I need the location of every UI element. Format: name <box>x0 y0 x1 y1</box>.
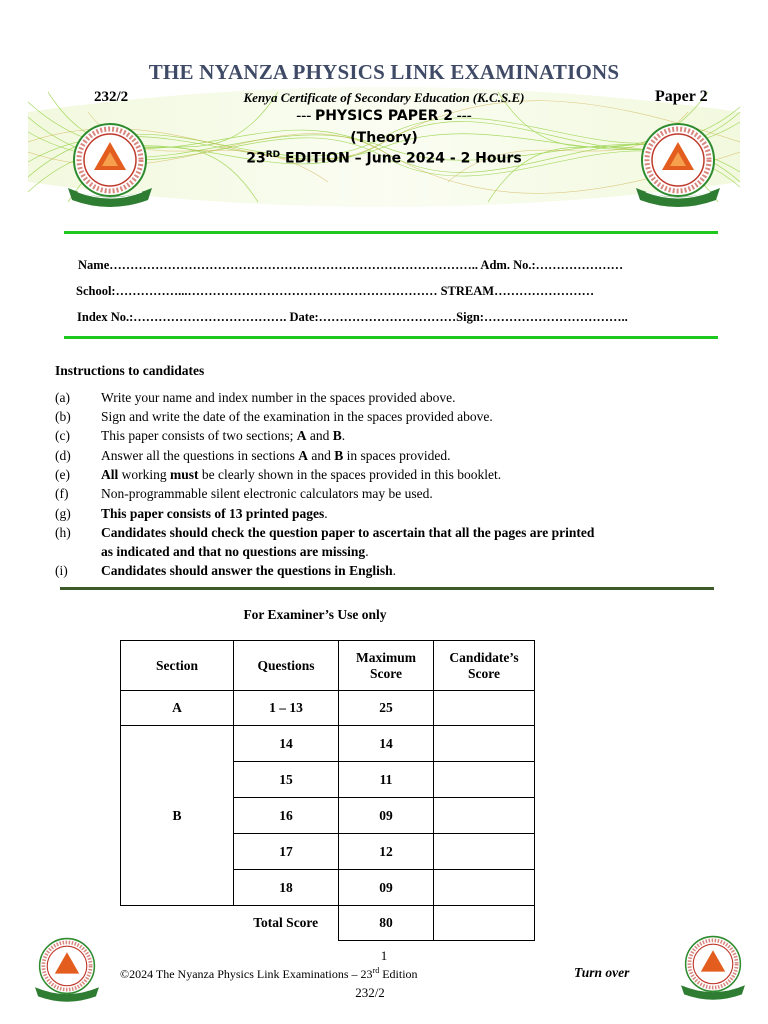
instruction-text: Answer all the questions in sections A and B in spaces provided. <box>101 448 451 463</box>
candidate-score-cell[interactable] <box>434 762 535 798</box>
instruction-label: (i) <box>55 563 68 578</box>
instruction-label: (b) <box>55 409 71 424</box>
section-cell: A <box>121 691 234 726</box>
paper-theory: (Theory) <box>350 130 418 146</box>
questions-cell: 15 <box>234 762 339 798</box>
school-stream-line[interactable]: School:……………...…………………………………………………… STREAM…………………… <box>76 284 595 298</box>
left-logo-seal-icon <box>64 118 156 210</box>
footer-paper-code: 232/2 <box>355 985 385 1000</box>
questions-cell: 16 <box>234 798 339 834</box>
max-score-cell: 09 <box>339 798 434 834</box>
section-cell: B <box>121 726 234 906</box>
questions-cell: 18 <box>234 870 339 906</box>
right-logo-seal-icon <box>632 118 724 210</box>
footer-right-logo-icon <box>678 932 748 1002</box>
header-candidate-score: Candidate’s Score <box>434 641 535 691</box>
paper-code: 232/2 <box>94 89 129 105</box>
instruction-text: Write your name and index number in the spaces provided above. <box>101 390 456 405</box>
table-row <box>121 691 535 726</box>
turn-over-text: Turn over <box>574 965 630 980</box>
edition-text: EDITION – June 2024 - 2 Hours <box>280 150 522 167</box>
total-max-cell: 80 <box>339 906 434 941</box>
subtitle-prefix: --- <box>296 108 312 124</box>
table-row <box>121 726 535 762</box>
instruction-label: (d) <box>55 448 71 463</box>
green-divider-top <box>64 231 718 234</box>
header-max-score: Maximum Score <box>339 641 434 691</box>
edition-number: 23 <box>246 150 266 167</box>
table-total-row <box>121 906 535 941</box>
instruction-text: Sign and write the date of the examination in the spaces provided above. <box>101 409 493 424</box>
examiner-heading: For Examiner’s Use only <box>243 607 387 622</box>
questions-cell: 17 <box>234 834 339 870</box>
total-label: Total Score <box>253 915 319 931</box>
instruction-text: This paper consists of 13 printed pages. <box>101 506 328 521</box>
instruction-text: as indicated and that no questions are missing. <box>101 544 369 559</box>
candidate-score-cell[interactable] <box>434 691 535 726</box>
name-admno-line[interactable]: Name…………………………………………………………………………….. Adm. No.:………………… <box>78 258 624 272</box>
edition-suffix: RD <box>265 150 281 160</box>
candidate-score-cell[interactable] <box>434 798 535 834</box>
paper-number: Paper 2 <box>655 88 708 105</box>
examiner-score-table <box>120 640 535 941</box>
footer-left-logo-icon <box>32 934 102 1004</box>
subtitle-main: PHYSICS PAPER 2 <box>315 108 453 124</box>
max-score-cell: 14 <box>339 726 434 762</box>
instruction-label: (h) <box>55 525 71 540</box>
empty-cell <box>121 906 234 941</box>
subtitle-suffix: --- <box>456 108 472 124</box>
green-divider-bottom <box>64 336 718 339</box>
max-score-cell: 25 <box>339 691 434 726</box>
instruction-label: (c) <box>55 428 70 443</box>
total-candidate-cell[interactable] <box>434 906 535 941</box>
instruction-label: (e) <box>55 467 70 482</box>
instruction-label: (f) <box>55 486 69 501</box>
max-score-cell: 11 <box>339 762 434 798</box>
candidate-score-cell[interactable] <box>434 870 535 906</box>
instruction-text: All working must be clearly shown in the spaces provided in this booklet. <box>101 467 502 482</box>
instruction-label: (a) <box>55 390 70 405</box>
instructions-divider <box>60 587 714 590</box>
index-date-sign-line[interactable]: Index No.:………………………………. Date:……………………………Sign:…………………………….. <box>77 310 628 324</box>
table-header-row <box>121 641 535 691</box>
instruction-text: Candidates should check the question paper to ascertain that all the pages are printed <box>101 525 595 540</box>
instruction-text: This paper consists of two sections; A and B. <box>101 428 346 443</box>
max-score-cell: 09 <box>339 870 434 906</box>
questions-cell: 14 <box>234 726 339 762</box>
instructions-heading: Instructions to candidates <box>55 363 205 378</box>
page-number: 1 <box>380 948 388 963</box>
header-questions: Questions <box>234 641 339 691</box>
copyright-text: ©2024 The Nyanza Physics Link Examinations – 23rd Edition <box>120 966 418 981</box>
header-section: Section <box>121 641 234 691</box>
exam-title: THE NYANZA PHYSICS LINK EXAMINATIONS <box>148 60 620 84</box>
candidate-score-cell[interactable] <box>434 726 535 762</box>
candidate-score-cell[interactable] <box>434 834 535 870</box>
instruction-text: Candidates should answer the questions in English. <box>101 563 396 578</box>
instruction-label: (g) <box>55 506 71 521</box>
questions-cell: 1 – 13 <box>234 691 339 726</box>
kcse-subtitle: Kenya Certificate of Secondary Education (K.C.S.E) <box>243 90 525 105</box>
instruction-text: Non-programmable silent electronic calculators may be used. <box>101 486 433 501</box>
max-score-cell: 12 <box>339 834 434 870</box>
